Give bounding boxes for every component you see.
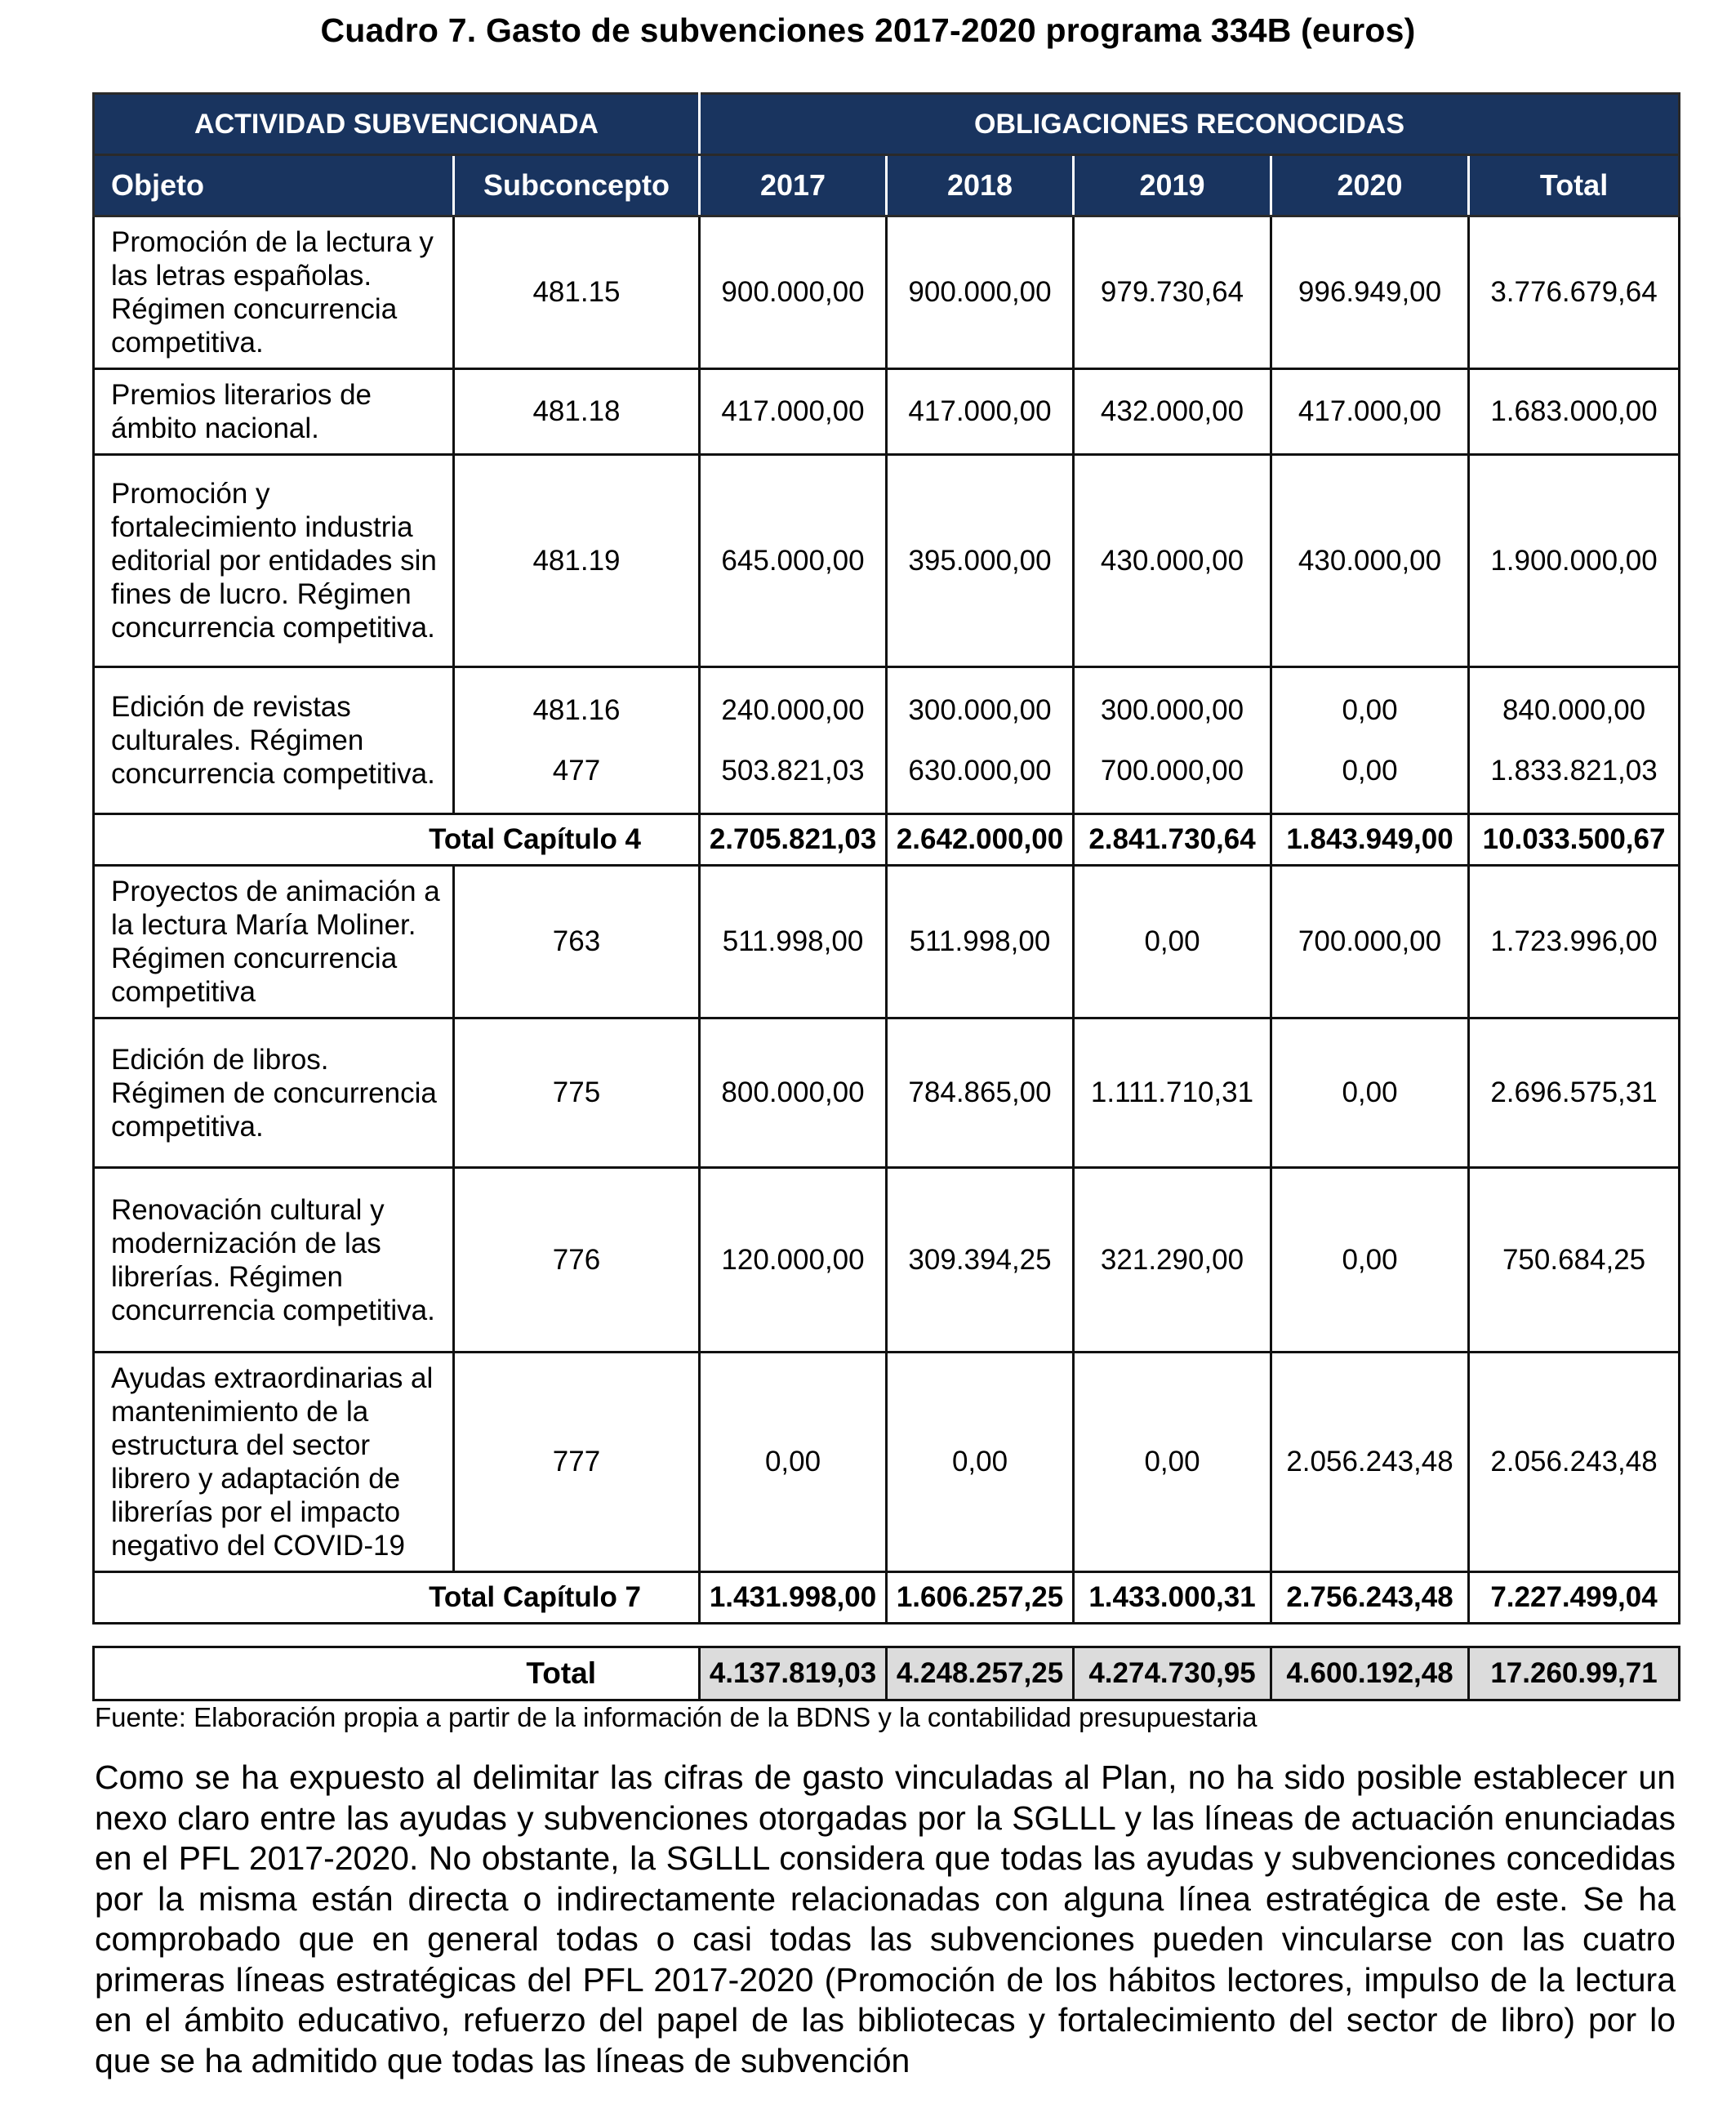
cell-2020: 0,00 bbox=[1271, 1168, 1469, 1353]
total-chapter4-total: 10.033.500,67 bbox=[1469, 814, 1680, 866]
cell-value-a: 0,00 bbox=[1342, 693, 1398, 726]
grand-total-total: 17.260.99,71 bbox=[1469, 1647, 1680, 1700]
table-spacer bbox=[94, 1624, 1680, 1647]
header-group-row bbox=[94, 94, 1680, 155]
cell-value-b: 1.833.821,03 bbox=[1490, 754, 1658, 787]
cell-2020: 700.000,00 bbox=[1271, 866, 1469, 1018]
cell-value-a: 240.000,00 bbox=[721, 693, 865, 726]
table-row bbox=[94, 369, 1680, 455]
cell-2017: 120.000,00 bbox=[700, 1168, 887, 1353]
col-subconcepto: Subconcepto bbox=[454, 155, 700, 216]
cell-2018: 784.865,00 bbox=[887, 1018, 1074, 1168]
body-paragraph bbox=[95, 1758, 1676, 2081]
paragraph-text: Como se ha expuesto al delimitar las cifras de gasto vinculadas al Plan, no ha sido posible establecer un nexo claro entre las ayudas y subvenciones otorgadas por la SGLLL y las líneas de actuación enunciadas en el PFL 2017-2020. No obstante, la SGLLL considera que todas las ayudas y subvenciones concedidas por la misma están directa o indirectamente relacionadas con alguna línea estratégica de este. Se ha comprobado que en general todas o casi todas las subvenciones pueden vincularse con las cuatro primeras líneas estratégicas del PFL 2017-2020 (Promoción de los hábitos lectores, impulso de la lectura en el ámbito educativo, refuerzo del papel de las bibliotecas y fortalecimiento del sector de libro) por lo que se ha admitido que todas las líneas de subvención bbox=[95, 1758, 1676, 2079]
cell-2018: 417.000,00 bbox=[887, 369, 1074, 455]
total-chapter4-2018: 2.642.000,00 bbox=[887, 814, 1074, 866]
table-row bbox=[94, 1018, 1680, 1168]
cell-2019: 1.111.710,31 bbox=[1074, 1018, 1271, 1168]
total-chapter4-2020: 1.843.949,00 bbox=[1271, 814, 1469, 866]
cell-total: 1.900.000,00 bbox=[1469, 455, 1680, 667]
source-note: Fuente: Elaboración propia a partir de la información de la BDNS y la contabilidad presupuestaria bbox=[95, 1702, 1257, 1732]
grand-total-2017: 4.137.819,03 bbox=[700, 1647, 887, 1700]
cell-2017: 417.000,00 bbox=[700, 369, 887, 455]
cell-value-a: 840.000,00 bbox=[1502, 693, 1646, 726]
cell-sub-a: 481.16 bbox=[532, 693, 621, 726]
cell-2017 bbox=[700, 667, 887, 814]
header-obligations: OBLIGACIONES RECONOCIDAS bbox=[700, 94, 1680, 155]
cell-2020: 2.056.243,48 bbox=[1271, 1353, 1469, 1572]
table-row bbox=[94, 1353, 1680, 1572]
cell-subconcepto: 481.15 bbox=[454, 216, 700, 369]
cell-objeto: Promoción y fortalecimiento industria editorial por entidades sin fines de lucro. Régimen concurrencia competitiva. bbox=[94, 455, 454, 667]
cell-subconcepto: 481.18 bbox=[454, 369, 700, 455]
cell-2020: 996.949,00 bbox=[1271, 216, 1469, 369]
cell-2020: 0,00 bbox=[1271, 1018, 1469, 1168]
cell-subconcepto: 776 bbox=[454, 1168, 700, 1353]
cell-value-b: 503.821,03 bbox=[721, 754, 865, 787]
cell-2019: 979.730,64 bbox=[1074, 216, 1271, 369]
cell-2019: 430.000,00 bbox=[1074, 455, 1271, 667]
cell-total: 1.683.000,00 bbox=[1469, 369, 1680, 455]
cell-value-a: 300.000,00 bbox=[908, 693, 1052, 726]
total-chapter4-label: Total Capítulo 4 bbox=[94, 814, 700, 866]
table-row bbox=[94, 866, 1680, 1018]
header-columns-row bbox=[94, 155, 1680, 216]
col-2020: 2020 bbox=[1271, 155, 1469, 216]
cell-2017: 800.000,00 bbox=[700, 1018, 887, 1168]
cell-2018: 0,00 bbox=[887, 1353, 1074, 1572]
cell-value-b: 700.000,00 bbox=[1100, 754, 1244, 787]
total-chapter7-label: Total Capítulo 7 bbox=[94, 1572, 700, 1624]
col-total: Total bbox=[1469, 155, 1680, 216]
cell-objeto: Ayudas extraordinarias al mantenimiento de la estructura del sector librero y adaptación de librerías por el impacto negativo del COVID-19 bbox=[94, 1353, 454, 1572]
total-chapter7-row bbox=[94, 1572, 1680, 1624]
cell-2019 bbox=[1074, 667, 1271, 814]
cell-total: 750.684,25 bbox=[1469, 1168, 1680, 1353]
cell-2018 bbox=[887, 667, 1074, 814]
total-chapter7-2020: 2.756.243,48 bbox=[1271, 1572, 1469, 1624]
total-chapter7-total: 7.227.499,04 bbox=[1469, 1572, 1680, 1624]
grand-total-row bbox=[94, 1647, 1680, 1700]
col-objeto: Objeto bbox=[94, 155, 454, 216]
cell-value-b: 0,00 bbox=[1342, 754, 1398, 787]
cell-subconcepto: 481.19 bbox=[454, 455, 700, 667]
total-chapter4-2017: 2.705.821,03 bbox=[700, 814, 887, 866]
col-2019: 2019 bbox=[1074, 155, 1271, 216]
cell-total bbox=[1469, 667, 1680, 814]
cell-2019: 321.290,00 bbox=[1074, 1168, 1271, 1353]
cell-2017: 511.998,00 bbox=[700, 866, 887, 1018]
cell-objeto: Proyectos de animación a la lectura María Moliner. Régimen concurrencia competitiva bbox=[94, 866, 454, 1018]
subsidies-table bbox=[92, 92, 1680, 1701]
total-chapter7-2018: 1.606.257,25 bbox=[887, 1572, 1074, 1624]
table-row bbox=[94, 667, 1680, 814]
table-row bbox=[94, 1168, 1680, 1353]
cell-objeto: Promoción de la lectura y las letras españolas. Régimen concurrencia competitiva. bbox=[94, 216, 454, 369]
cell-subconcepto bbox=[454, 667, 700, 814]
cell-2018: 309.394,25 bbox=[887, 1168, 1074, 1353]
cell-2020 bbox=[1271, 667, 1469, 814]
cell-2018: 395.000,00 bbox=[887, 455, 1074, 667]
cell-2019: 0,00 bbox=[1074, 866, 1271, 1018]
cell-total: 1.723.996,00 bbox=[1469, 866, 1680, 1018]
grand-total-2020: 4.600.192,48 bbox=[1271, 1647, 1469, 1700]
table-row bbox=[94, 455, 1680, 667]
cell-value-a: 300.000,00 bbox=[1100, 693, 1244, 726]
total-chapter4-row bbox=[94, 814, 1680, 866]
cell-2020: 417.000,00 bbox=[1271, 369, 1469, 455]
cell-2017: 0,00 bbox=[700, 1353, 887, 1572]
cell-objeto: Renovación cultural y modernización de las librerías. Régimen concurrencia competitiva. bbox=[94, 1168, 454, 1353]
cell-2020: 430.000,00 bbox=[1271, 455, 1469, 667]
header-activity: ACTIVIDAD SUBVENCIONADA bbox=[94, 94, 700, 155]
total-chapter4-2019: 2.841.730,64 bbox=[1074, 814, 1271, 866]
cell-subconcepto: 763 bbox=[454, 866, 700, 1018]
col-2017: 2017 bbox=[700, 155, 887, 216]
total-chapter7-2019: 1.433.000,31 bbox=[1074, 1572, 1271, 1624]
col-2018: 2018 bbox=[887, 155, 1074, 216]
cell-2019: 432.000,00 bbox=[1074, 369, 1271, 455]
total-chapter7-2017: 1.431.998,00 bbox=[700, 1572, 887, 1624]
table-row bbox=[94, 216, 1680, 369]
cell-2018: 511.998,00 bbox=[887, 866, 1074, 1018]
cell-sub-b: 477 bbox=[552, 754, 601, 787]
cell-objeto: Premios literarios de ámbito nacional. bbox=[94, 369, 454, 455]
cell-2017: 900.000,00 bbox=[700, 216, 887, 369]
cell-objeto: Edición de revistas culturales. Régimen concurrencia competitiva. bbox=[94, 667, 454, 814]
cell-2018: 900.000,00 bbox=[887, 216, 1074, 369]
grand-total-2018: 4.248.257,25 bbox=[887, 1647, 1074, 1700]
cell-subconcepto: 777 bbox=[454, 1353, 700, 1572]
cell-value-b: 630.000,00 bbox=[908, 754, 1052, 787]
cell-total: 2.696.575,31 bbox=[1469, 1018, 1680, 1168]
cell-total: 3.776.679,64 bbox=[1469, 216, 1680, 369]
grand-total-2019: 4.274.730,95 bbox=[1074, 1647, 1271, 1700]
grand-total-label: Total bbox=[94, 1647, 700, 1700]
table-title: Cuadro 7. Gasto de subvenciones 2017-2020 programa 334B (euros) bbox=[320, 11, 1416, 49]
cell-2017: 645.000,00 bbox=[700, 455, 887, 667]
cell-subconcepto: 775 bbox=[454, 1018, 700, 1168]
cell-2019: 0,00 bbox=[1074, 1353, 1271, 1572]
cell-total: 2.056.243,48 bbox=[1469, 1353, 1680, 1572]
cell-objeto: Edición de libros. Régimen de concurrencia competitiva. bbox=[94, 1018, 454, 1168]
